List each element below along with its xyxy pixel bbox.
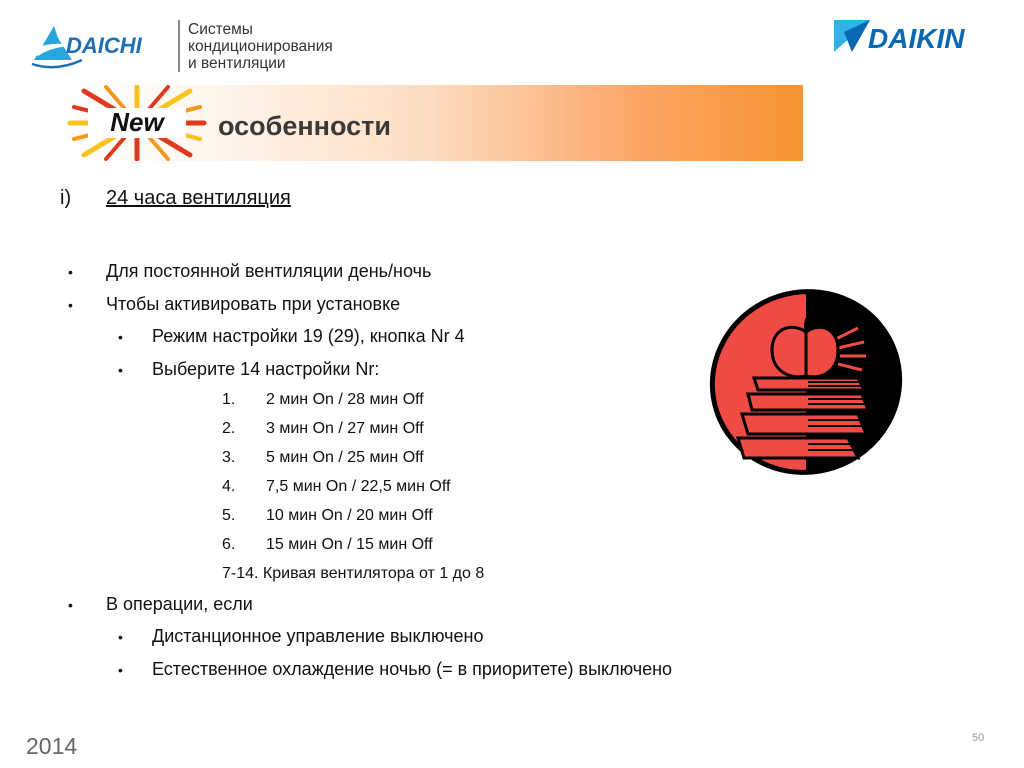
setting-text: 15 мин On / 15 мин Off bbox=[266, 536, 433, 553]
bullet-dot: • bbox=[68, 297, 73, 313]
footer-year: 2014 bbox=[26, 733, 78, 759]
bullet-dot: • bbox=[68, 597, 73, 613]
bullet-text: В операции, если bbox=[106, 594, 253, 614]
books-icon bbox=[738, 378, 868, 458]
setting-text: 7,5 мин On / 22,5 мин Off bbox=[266, 478, 451, 495]
sub-bullet-text: Естественное охлаждение ночью (= в приоритете) выключено bbox=[152, 659, 673, 679]
setting-extra: 7-14. Кривая вентилятора от 1 до 8 bbox=[222, 565, 485, 582]
section-marker: i) bbox=[60, 187, 72, 209]
tagline-line-2: кондиционирования bbox=[188, 38, 333, 55]
setting-number: 1. bbox=[222, 391, 236, 408]
sub-bullet-text: Выберите 14 настройки Nr: bbox=[152, 359, 380, 379]
setting-text: 10 мин On / 20 мин Off bbox=[266, 507, 433, 524]
sub-bullet-dot: • bbox=[118, 662, 123, 678]
setting-number: 6. bbox=[222, 536, 236, 553]
new-badge-icon bbox=[66, 85, 208, 161]
setting-number: 5. bbox=[222, 507, 236, 524]
page-number: 50 bbox=[972, 732, 985, 744]
sub-bullet-text: Режим настройки 19 (29), кнопка Nr 4 bbox=[152, 326, 465, 346]
tagline-line-1: Системы bbox=[188, 21, 253, 38]
new-badge-text: New bbox=[110, 107, 164, 137]
daikin-logo bbox=[832, 18, 1000, 56]
sub-bullet-dot: • bbox=[118, 629, 123, 645]
tagline-line-3: и вентиляции bbox=[188, 55, 286, 72]
daichi-tagline bbox=[188, 21, 333, 72]
daikin-mark-icon bbox=[834, 20, 870, 52]
daichi-logo bbox=[28, 20, 178, 74]
daikin-wordmark: DAIKIN bbox=[868, 23, 965, 54]
books-apple-icon bbox=[708, 286, 904, 478]
page-title: особенности bbox=[218, 111, 391, 141]
setting-text: 5 мин On / 25 мин Off bbox=[266, 449, 424, 466]
bullet-text: Чтобы активировать при установке bbox=[106, 294, 401, 314]
setting-text: 2 мин On / 28 мин Off bbox=[266, 391, 424, 408]
bullet-dot: • bbox=[68, 264, 73, 280]
setting-number: 3. bbox=[222, 449, 236, 466]
bullet-text: Для постоянной вентиляции день/ночь bbox=[106, 261, 432, 281]
setting-number: 2. bbox=[222, 420, 236, 437]
daichi-wordmark: DAICHI bbox=[66, 33, 142, 58]
logo-divider bbox=[178, 20, 180, 72]
setting-number: 4. bbox=[222, 478, 236, 495]
sub-bullet-text: Дистанционное управление выключено bbox=[152, 626, 484, 646]
sub-bullet-dot: • bbox=[118, 362, 123, 378]
setting-text: 3 мин On / 27 мин Off bbox=[266, 420, 424, 437]
sub-bullet-dot: • bbox=[118, 329, 123, 345]
section-title: 24 часа вентиляция bbox=[106, 187, 291, 209]
